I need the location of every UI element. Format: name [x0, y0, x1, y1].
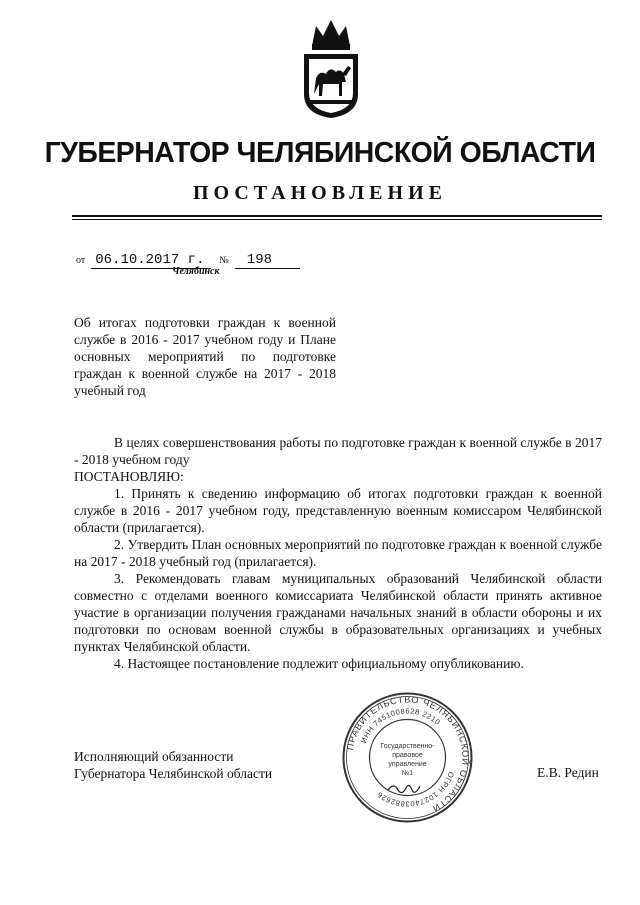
official-stamp: [340, 690, 475, 825]
date-prefix: от: [76, 255, 86, 266]
emblem-icon: [296, 16, 366, 120]
intro-paragraph: В целях совершенствования работы по подготовке граждан к военной службе в 2017 - 2018 учебном году: [74, 435, 602, 467]
document-type: ПОСТАНОВЛЕНИЕ: [193, 182, 447, 204]
position-line-1: Исполняющий обязанности: [74, 749, 234, 764]
stamp-inner-line-4: №1: [401, 770, 414, 777]
document-subject: Об итогах подготовки граждан к военной службе в 2016 - 2017 учебном году и Плане основных мероприятий по подготовке граждан к военной службе на 2017 - 2018 учебный год: [74, 315, 336, 398]
item-2: 2. Утвердить План основных мероприятий по подготовке граждан к военной службе на 2017 - 2018 учебный год (прилагается).: [74, 537, 602, 569]
resolve-heading: ПОСТАНОВЛЯЮ:: [74, 469, 184, 484]
stamp-codes-bottom: ОГРН 1027403882626: [375, 770, 456, 809]
stamp-inner-line-2: правовое: [392, 752, 423, 759]
stamp-codes-top: ИНН 7451008628 2210: [359, 706, 443, 745]
stamp-inner-line-1: Государственно-: [380, 743, 435, 750]
city: Челябинск: [172, 266, 220, 277]
signatory-name: Е.В. Редин: [537, 765, 599, 780]
stamp-outer-text: ПРАВИТЕЛЬСТВО ЧЕЛЯБИНСКОЙ ОБЛАСТИ: [344, 694, 471, 815]
signatory-position: [74, 748, 272, 782]
item-1: 1. Принять к сведению информацию об итогах подготовки граждан к военной службе в 2016 - 2017 учебном году, представленную военным комиссаром Челябинской области (прилагается).: [74, 486, 602, 535]
number-prefix: №: [219, 255, 229, 266]
position-line-2: Губернатора Челябинской области: [74, 766, 273, 781]
document-number: 198: [235, 252, 300, 269]
document-body: [74, 434, 602, 672]
signature-scribble: [388, 785, 420, 792]
document-date: 06.10.2017 г.: [91, 252, 211, 269]
governor-title: ГУБЕРНАТОР ЧЕЛЯБИНСКОЙ ОБЛАСТИ: [44, 137, 596, 169]
stamp-inner-line-3: управление: [388, 761, 427, 768]
item-3: 3. Рекомендовать главам муниципальных образований Челябинской области совместно с отделами военного комиссариата Челябинской области принять активное участие в организации получения гражданами начальных знаний в области обороны и их подготовки по основам военной службы в образовательных организациях и учебных пунктах Челябинской области.: [74, 571, 602, 654]
header-rule: [72, 215, 602, 220]
item-4: 4. Настоящее постановление подлежит официальному опубликованию.: [114, 656, 524, 671]
